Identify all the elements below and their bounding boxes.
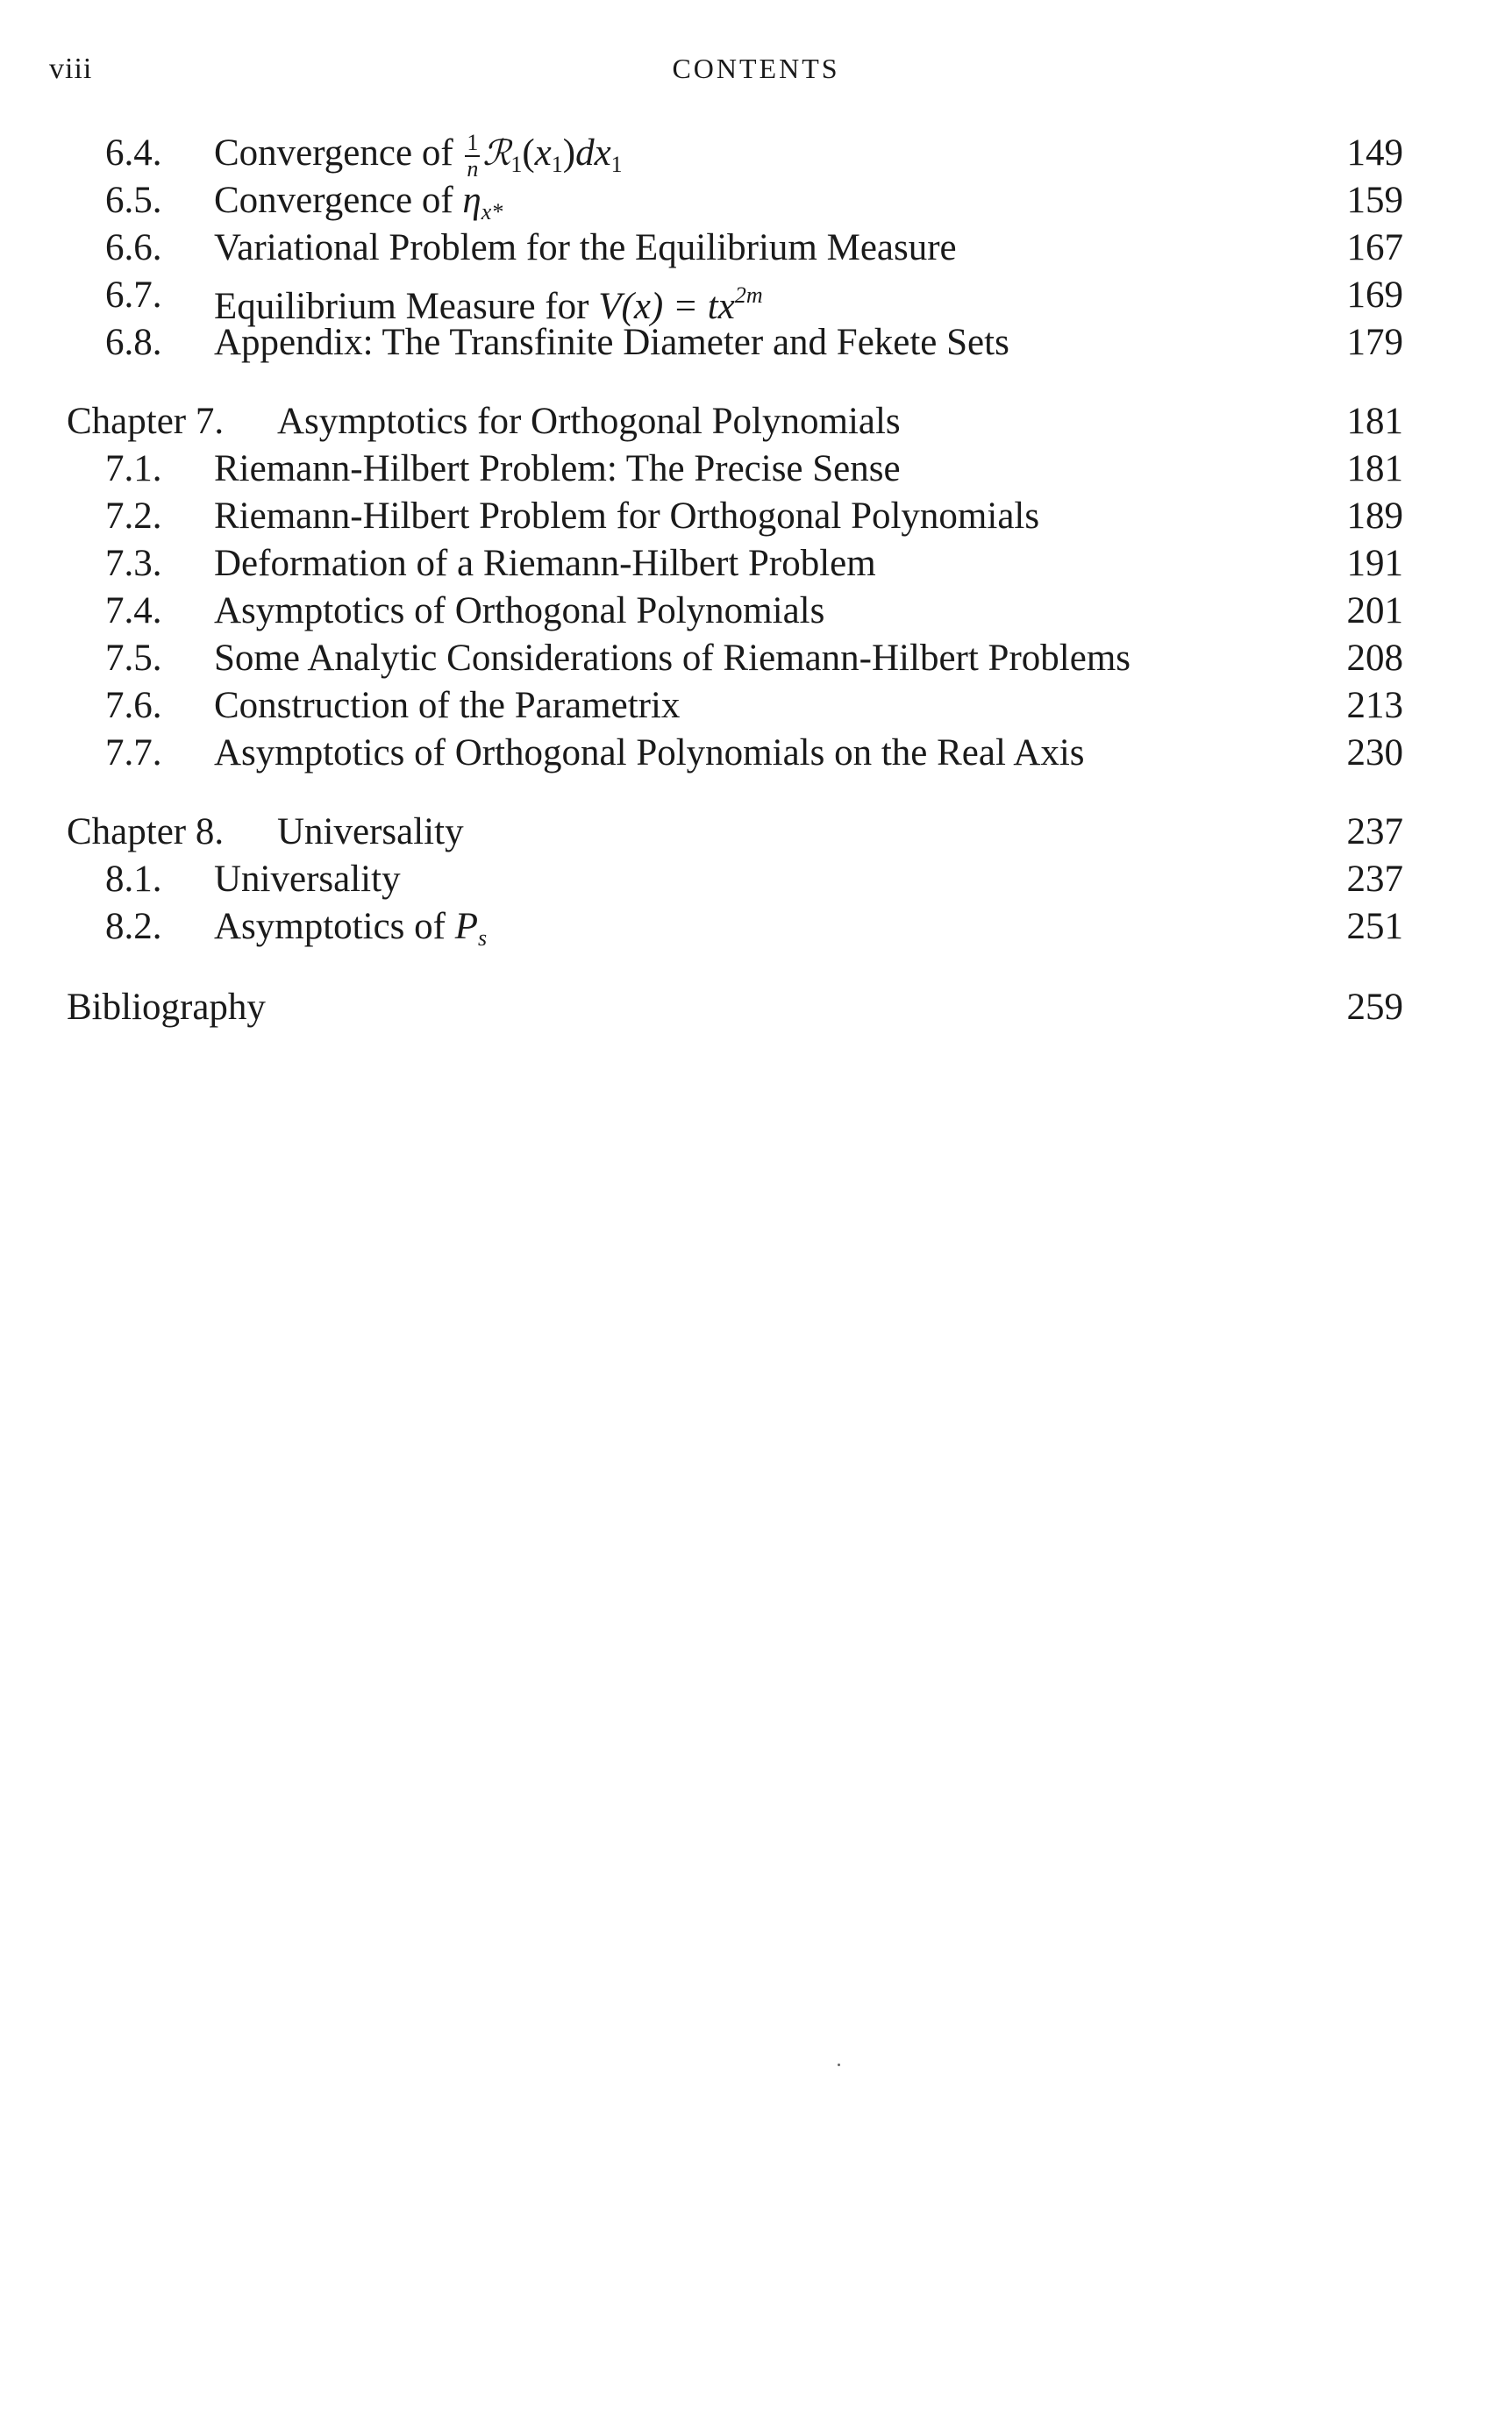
page-number: viii bbox=[49, 53, 93, 85]
toc-chapter-8[interactable] bbox=[67, 809, 1403, 856]
chapter-title: Universality bbox=[277, 811, 464, 852]
page-ref: 179 bbox=[1346, 322, 1403, 363]
toc-entry-7-1[interactable] bbox=[67, 446, 1403, 493]
chapter-title: Asymptotics for Orthogonal Polynomials bbox=[277, 401, 901, 442]
chapter-label: Chapter 8. bbox=[67, 811, 225, 852]
page-ref: 208 bbox=[1346, 638, 1403, 679]
toc-entry-6-4[interactable] bbox=[67, 130, 1403, 182]
page-ref: 181 bbox=[1346, 401, 1403, 442]
toc-entry-7-4[interactable] bbox=[67, 588, 1403, 635]
page-ref: 191 bbox=[1346, 543, 1403, 584]
toc-entry-8-2[interactable] bbox=[67, 903, 1403, 951]
page-ref: 149 bbox=[1346, 132, 1403, 174]
toc-entry-8-1[interactable] bbox=[67, 856, 1403, 903]
page-ref: 181 bbox=[1346, 448, 1403, 489]
toc-entry-6-5[interactable] bbox=[67, 177, 1403, 225]
toc-entry-6-6[interactable] bbox=[67, 225, 1403, 272]
section-title: Appendix: The Transfinite Diameter and Fekete Sets bbox=[214, 322, 1009, 363]
page-ref: 169 bbox=[1346, 274, 1403, 316]
section-number: 7.5. bbox=[105, 638, 162, 679]
fraction: $\frac{1}{n}$ bbox=[467, 130, 479, 182]
toc-entry-7-5[interactable] bbox=[67, 635, 1403, 682]
section-number: 7.4. bbox=[105, 590, 162, 631]
section-number: 6.5. bbox=[105, 180, 162, 221]
page-ref: 201 bbox=[1346, 590, 1403, 631]
section-number: 6.4. bbox=[105, 132, 162, 174]
page-ref: 159 bbox=[1346, 180, 1403, 221]
chapter-label: Chapter 7. bbox=[67, 401, 225, 442]
table-of-contents bbox=[67, 130, 1403, 1031]
print-speck bbox=[838, 2064, 840, 2066]
toc-bibliography[interactable] bbox=[67, 984, 1403, 1031]
section-title: Deformation of a Riemann-Hilbert Problem bbox=[214, 543, 876, 584]
section-number: 7.2. bbox=[105, 495, 162, 537]
section-title: Construction of the Parametrix bbox=[214, 685, 681, 726]
toc-entry-7-6[interactable] bbox=[67, 682, 1403, 730]
page-ref: 230 bbox=[1346, 732, 1403, 774]
section-number: 8.2. bbox=[105, 906, 162, 947]
section-number: 6.6. bbox=[105, 227, 162, 268]
toc-entry-7-2[interactable] bbox=[67, 493, 1403, 540]
toc-entry-6-7[interactable] bbox=[67, 272, 1403, 327]
section-title: Asymptotics of Orthogonal Polynomials bbox=[214, 590, 825, 631]
page-ref: 251 bbox=[1346, 906, 1403, 947]
section-number: 6.8. bbox=[105, 322, 162, 363]
section-title: Some Analytic Considerations of Riemann-Hilbert Problems bbox=[214, 638, 1130, 679]
section-title: Convergence of $\eta_{x*}$ bbox=[214, 180, 503, 225]
page-ref: 237 bbox=[1346, 811, 1403, 852]
section-title: Asymptotics of Orthogonal Polynomials on the Real Axis bbox=[214, 732, 1085, 774]
toc-entry-6-8[interactable] bbox=[67, 319, 1403, 367]
section-title: Universality bbox=[214, 859, 401, 900]
section-title: Equilibrium Measure for $V(x) = tx^{2m}$ bbox=[214, 282, 763, 327]
section-title: Variational Problem for the Equilibrium Measure bbox=[214, 227, 957, 268]
toc-entry-7-7[interactable] bbox=[67, 730, 1403, 777]
toc-chapter-7[interactable] bbox=[67, 398, 1403, 446]
page-ref: 167 bbox=[1346, 227, 1403, 268]
section-title: Riemann-Hilbert Problem: The Precise Sense bbox=[214, 448, 901, 489]
section-title: Riemann-Hilbert Problem for Orthogonal Polynomials bbox=[214, 495, 1040, 537]
running-head: CONTENTS bbox=[672, 53, 840, 84]
section-number: 8.1. bbox=[105, 859, 162, 900]
section-number: 6.7. bbox=[105, 274, 162, 316]
section-number: 7.6. bbox=[105, 685, 162, 726]
section-title: Asymptotics of $P_s$ bbox=[214, 906, 488, 951]
section-number: 7.1. bbox=[105, 448, 162, 489]
bibliography-title: Bibliography bbox=[67, 987, 266, 1028]
page-ref: 213 bbox=[1346, 685, 1403, 726]
section-title: Convergence of $\frac{1}{n}$ $ℛ_1(x_1)dx_1$ bbox=[214, 130, 623, 182]
section-number: 7.3. bbox=[105, 543, 162, 584]
section-number: 7.7. bbox=[105, 732, 162, 774]
page-ref: 189 bbox=[1346, 495, 1403, 537]
toc-entry-7-3[interactable] bbox=[67, 540, 1403, 588]
page-ref: 237 bbox=[1346, 859, 1403, 900]
page-ref: 259 bbox=[1346, 987, 1403, 1028]
